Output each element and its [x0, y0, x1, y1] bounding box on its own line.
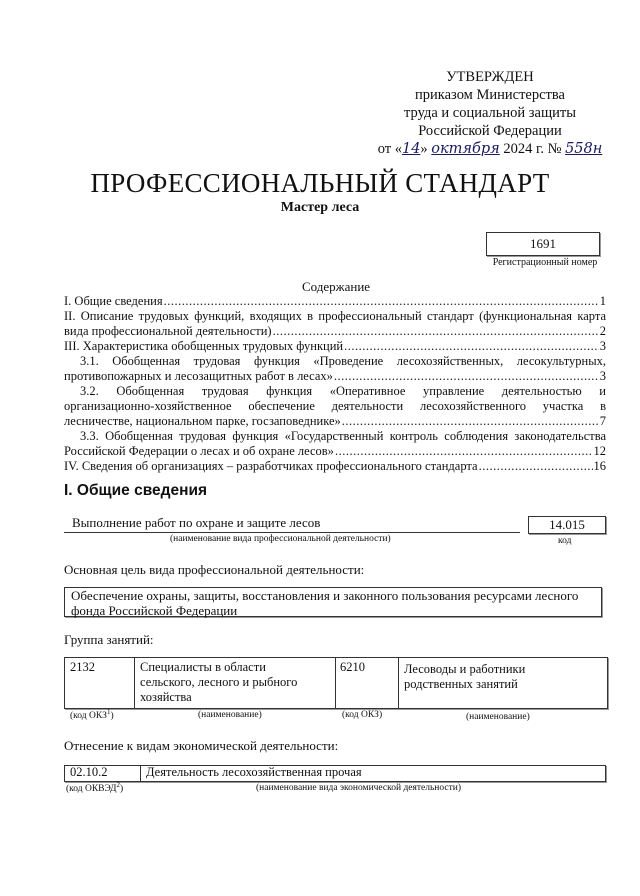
occupation-name-line: Лесоводы и работники [404, 662, 526, 676]
registration-number-label: Регистрационный номер [492, 257, 598, 268]
approval-line-4: Российской Федерации [418, 123, 562, 139]
toc-page: 12 [593, 444, 606, 458]
toc-item-text: IV. Сведения об организациях – разработчиках профессионального стандарта [64, 459, 478, 473]
econ-code: 02.10.2 [70, 765, 108, 779]
toc-item-text: Российской Федерации о лесах и об охране лесов» [64, 444, 334, 458]
toc-item-text: II. Описание трудовых функций, входящих в профессиональный стандарт (функциональная карта [64, 309, 606, 323]
occupation-name-line: сельского, лесного и рыбного [140, 675, 298, 689]
toc-item-text: организационно-хозяйственное обеспечение деятельности лесохозяйственного участка в [64, 399, 606, 413]
date-quote: » [420, 141, 428, 157]
okved-caption [66, 781, 123, 794]
activity-code-caption: код [558, 536, 572, 546]
toc-item-3[interactable] [64, 339, 606, 354]
document-title: ПРОФЕССИОНАЛЬНЫЙ СТАНДАРТ [90, 168, 550, 198]
toc-item-text: I. Общие сведения [64, 294, 163, 308]
activity-name: Выполнение работ по охране и защите лесов [72, 515, 321, 530]
occupations-label: Группа занятий: [64, 632, 154, 647]
toc-item-text: 3.1. Обобщенная трудовая функция «Проведение лесохозяйственных, лесокультурных, [80, 354, 606, 368]
approval-line-3: труда и социальной защиты [404, 105, 576, 121]
date-month: октября [431, 141, 500, 157]
toc-leader [342, 414, 599, 429]
occupation-code-2: 6210 [340, 660, 365, 674]
toc-leader [479, 459, 593, 474]
toc-item-text: 3.3. Обобщенная трудовая функция «Государственный контроль соблюдения законодательства [80, 429, 606, 443]
caption-text: ) [110, 711, 114, 722]
approval-block [370, 68, 610, 158]
occupation-name-line: хозяйства [140, 690, 192, 704]
caption-text: (код ОКВЭД [66, 784, 117, 795]
occupation-code-1: 2132 [70, 660, 95, 674]
footnote-mark: 1 [106, 708, 111, 716]
activity-code-box: 14.015 [528, 516, 606, 534]
toc-page: 16 [593, 459, 606, 473]
toc-item-text: противопожарных и лесозащитных работ в лесах» [64, 369, 333, 383]
toc-leader [335, 444, 593, 459]
table-divider [134, 657, 135, 708]
document-subtitle: Мастер леса [280, 200, 360, 215]
table-divider [335, 657, 336, 708]
date-year: 2024 г. № [503, 141, 562, 157]
toc-item-text: вида профессиональной деятельности) [64, 324, 272, 338]
date-day: 14 [401, 141, 421, 157]
toc-title: Содержание [301, 279, 371, 294]
footnote-mark: 2 [116, 781, 120, 789]
caption-text: ) [119, 784, 124, 795]
toc-item-4[interactable] [64, 459, 606, 474]
toc-page: 3 [599, 339, 606, 353]
toc-item-text: 3.2. Обобщенная трудовая функция «Оперативное управление деятельностью и [80, 384, 606, 398]
section-1-heading: I. Общие сведения [64, 482, 208, 499]
order-number: 558н [565, 141, 603, 157]
goal-line-2: фонда Российской Федерации [71, 603, 238, 618]
approval-line-1: УТВЕРЖДЕН [446, 69, 534, 85]
toc-item-2[interactable] [64, 309, 606, 339]
toc-page: 2 [599, 324, 606, 338]
approval-date-line [370, 140, 610, 158]
activity-name-caption: (наименование вида профессиональной деятельности) [170, 534, 391, 544]
occupation-name-1 [140, 660, 297, 705]
date-prefix: от « [377, 141, 402, 157]
occupation-name-2 [404, 662, 525, 692]
approval-line-2: приказом Министерства [415, 87, 565, 103]
name-caption-2: (наименование) [466, 712, 530, 722]
toc-item-3-3[interactable] [64, 429, 606, 459]
goal-box [64, 587, 602, 617]
table-divider [398, 657, 399, 708]
econ-name-caption: (наименование вида экономической деятельности) [256, 783, 461, 793]
econ-name: Деятельность лесохозяйственная прочая [146, 765, 362, 779]
table-divider [140, 765, 141, 781]
toc-item-text: лесничестве, национальном парке, госзаповеднике» [64, 414, 341, 428]
goal-line-1: Обеспечение охраны, защиты, восстановления и законного пользования ресурсами лесного [71, 588, 579, 603]
name-caption-1: (наименование) [198, 710, 262, 720]
toc-item-1[interactable] [64, 294, 606, 309]
toc-page: 3 [599, 369, 606, 383]
activity-name-underline [64, 532, 520, 533]
toc-page: 7 [599, 414, 606, 428]
registration-number-box: 1691 [486, 232, 600, 256]
econ-label: Отнесение к видам экономической деятельности: [64, 738, 339, 753]
caption-text: (код ОКЗ [70, 711, 107, 722]
toc-item-3-1[interactable] [64, 354, 606, 384]
okz-caption-2: (код ОКЗ) [342, 710, 383, 720]
occupation-name-line: родственных занятий [404, 677, 518, 691]
goal-label: Основная цель вида профессиональной деятельности: [64, 562, 365, 577]
toc-leader [344, 339, 599, 354]
toc-item-text: III. Характеристика обобщенных трудовых функций [64, 339, 344, 353]
toc-item-3-2[interactable] [64, 384, 606, 429]
occupation-name-line: Специалисты в области [140, 660, 266, 674]
toc-leader [273, 324, 599, 339]
toc-leader [164, 294, 599, 309]
toc-leader [334, 369, 599, 384]
okz-caption-1 [70, 708, 114, 721]
toc-page: 1 [599, 294, 606, 308]
